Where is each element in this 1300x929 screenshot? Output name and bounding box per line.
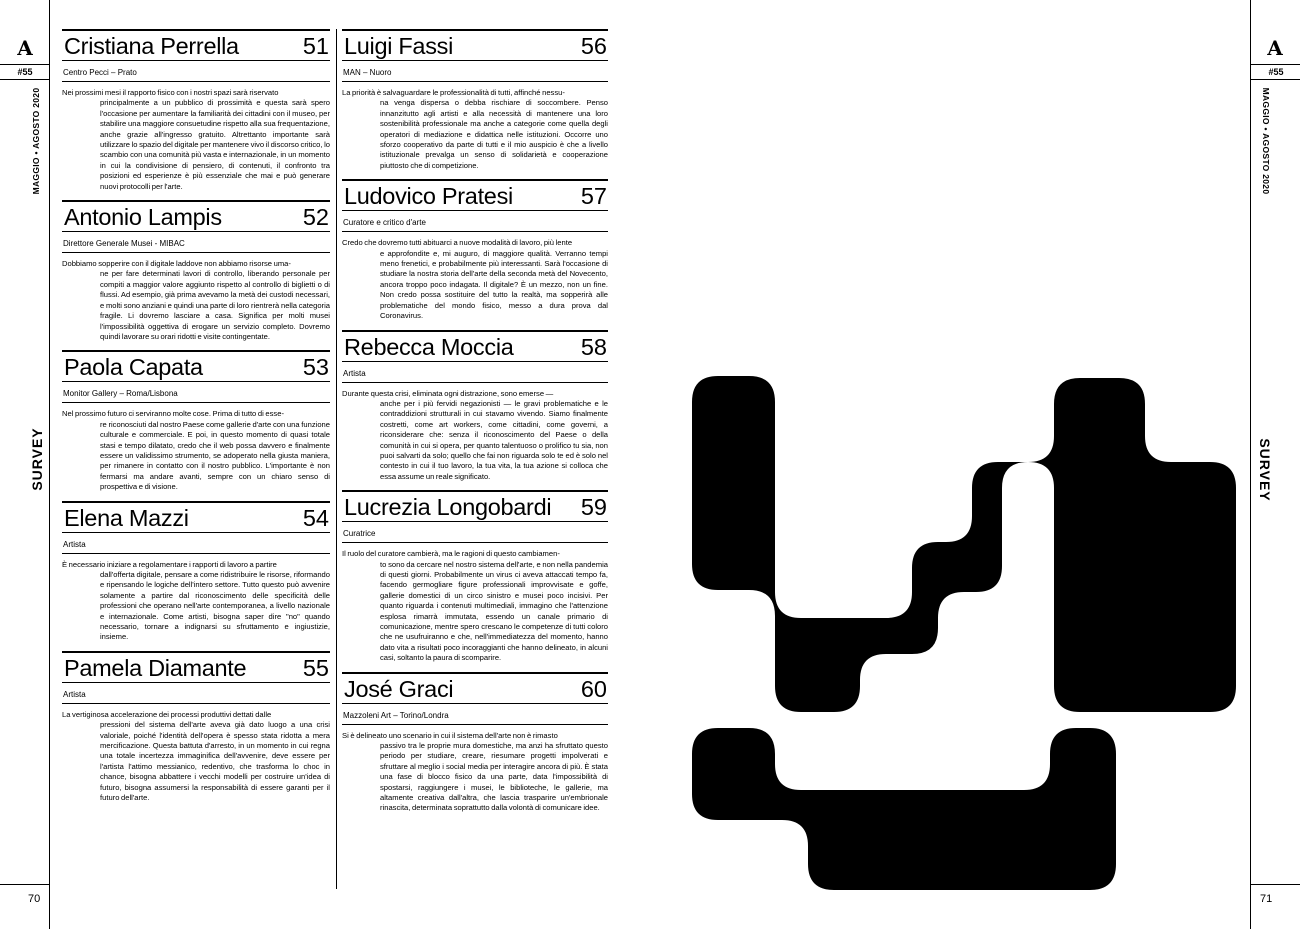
glyph-shape	[692, 376, 1236, 712]
entry-body-first-line: Dobbiamo sopperire con il digitale laddove non abbiamo risorse uma-	[62, 259, 291, 269]
entry-header	[62, 200, 330, 232]
entry-body	[62, 704, 330, 812]
entry-body-text: pressioni del sistema dell'arte aveva già dato luogo a una crisi valoriale, poiché l'identità dell'opera è spesso stata ridotta a mera mercificazione. Questa battuta d'arresto, in un momento in cui regna una totale incertezza immaginifica dell'avvenire, deve essere per l'artista l'attimo messianico, redentivo, che trasforma lo choc in chance, bisogna abbattere i vecchi modelli per costruire un'idea di futuro, bisogna assumersi la responsabilità di essere garanti per il futuro dell'arte.	[100, 720, 330, 803]
entry-body-first-line: Credo che dovremo tutti abituarci a nuove modalità di lavoro, più lente	[342, 238, 573, 248]
left-margin-divider	[0, 64, 49, 65]
entry-header	[342, 330, 608, 362]
column-divider	[336, 29, 337, 889]
entry-body	[62, 554, 330, 651]
survey-entry	[342, 29, 608, 179]
entry-author-name: Cristiana Perrella	[64, 33, 239, 59]
issue-period: MAGGIO • AGOSTO 2020	[31, 87, 41, 195]
survey-entry	[62, 350, 330, 500]
section-label: SURVEY	[29, 427, 45, 491]
entry-number: 56	[580, 33, 607, 59]
entry-body-first-line: Nel prossimo futuro ci serviranno molte cose. Prima di tutto di esse-	[62, 409, 284, 419]
entry-header	[62, 29, 330, 61]
entry-body	[342, 232, 608, 329]
page-number-right: 71	[1260, 893, 1273, 905]
entry-author-name: José Graci	[344, 675, 454, 702]
entry-body-first-line: Nei prossimi mesi il rapporto fisico con i nostri spazi sarà riservato	[62, 88, 279, 97]
entry-affiliation: Monitor Gallery – Roma/Lisbona	[62, 382, 330, 403]
entry-header	[342, 179, 608, 211]
survey-entry	[342, 490, 608, 671]
entry-author-name: Antonio Lampis	[64, 204, 222, 231]
entry-body	[342, 543, 608, 671]
glyph-shape	[692, 728, 1116, 890]
entry-header	[62, 350, 330, 382]
entry-body-first-line: La vertiginosa accelerazione dei processi produttivi dettati dalle	[62, 709, 272, 719]
entry-body-text: re riconosciuti dal nostro Paese come gallerie d'arte con una funzione culturale e commerciale. E poi, in questo momento di quasi totale stasi e tempo dilatato, credo che il web possa davvero e finalmente essere un validissimo strumento, se adoperato nella giusta maniera, per rimanere in contatto con il nostro pubblico. L'importante è non fermarsi ma andare avanti, sempre con un chiaro senso di prospettiva e di visione.	[100, 419, 330, 492]
entry-body	[62, 253, 330, 350]
entry-body	[62, 403, 330, 500]
survey-entry	[62, 200, 330, 350]
entry-affiliation: Artista	[342, 362, 608, 383]
entry-affiliation: Curatore e critico d'arte	[342, 211, 608, 232]
entry-number: 53	[302, 354, 329, 381]
entry-affiliation: Artista	[62, 683, 330, 704]
left-margin-divider	[0, 79, 49, 80]
entry-header	[342, 29, 608, 61]
right-margin-rule	[1250, 0, 1251, 929]
section-label: SURVEY	[1257, 438, 1273, 502]
entry-body-text: passivo tra le proprie mura domestiche, ma anzi ha sfruttato questo periodo per studiare, creare, riesumare progetti impolverati e sfruttare al meglio i social media per interagire ancora di più. È stata una fase di blocco fisico da una parte, data l'impossibilità di spostarsi, raggiungere i musei, le biblioteche, le gallerie, ma altamente creativa dall'altra, che lascia trasparire un'embrionale rinascita, determinata soprattutto dalla volontà di comunicare idee.	[380, 741, 608, 813]
entry-header	[342, 490, 608, 522]
entry-number: 54	[302, 504, 329, 531]
entry-number: 55	[302, 654, 329, 681]
right-margin-divider	[1251, 64, 1300, 65]
left-margin-rule	[49, 0, 50, 929]
entry-body-text: dall'offerta digitale, pensare a come ridistribuire le risorse, riformando e ripensando le logiche dell'intero settore. Tutto questo può avvenire solamente a partire dal riconoscimento delle specificità delle professioni che operano nell'arte contemporanea, a livello nazionale e internazionale. Come artisti, bisogna saper dire "no" quando necessario, tornare a indignarsi su sfruttamento e ingiustizie, insieme.	[100, 569, 330, 642]
entry-author-name: Rebecca Moccia	[344, 333, 514, 360]
entry-author-name: Luigi Fassi	[344, 33, 454, 59]
entry-author-name: Pamela Diamante	[64, 654, 247, 681]
entry-affiliation: MAN – Nuoro	[342, 61, 608, 82]
entry-body-text: na venga dispersa o debba rischiare di soccombere. Penso innanzitutto agli artisti e alla necessità di mantenere una loro sostenibilità professionale ma anche a categorie come quella degli operatori di mediazione e didattica nelle istituzioni. Occorre uno sforzo cooperativo da parte di tutti e il mio auspicio è che a livello istituzionale prevalga un senso di solidarietà e cooperazione piuttosto che di competizione.	[380, 98, 608, 170]
entry-affiliation: Centro Pecci – Prato	[62, 61, 330, 82]
right-margin-divider	[1251, 79, 1300, 80]
column-right	[342, 29, 608, 822]
issue-number: #55	[17, 67, 33, 77]
entry-body-first-line: Si è delineato uno scenario in cui il sistema dell'arte non è rimasto	[342, 730, 558, 740]
abstract-pixel-glyph-icon	[692, 376, 1240, 890]
entry-header	[62, 651, 330, 683]
survey-entry	[342, 330, 608, 491]
left-footer-rule	[0, 884, 49, 885]
entry-number: 59	[580, 494, 607, 521]
survey-entry	[62, 29, 330, 200]
issue-number: #55	[1268, 67, 1284, 77]
survey-entry	[62, 651, 330, 812]
page-number-left: 70	[28, 893, 41, 905]
entry-header	[62, 501, 330, 533]
entry-author-name: Paola Capata	[64, 354, 203, 381]
entry-author-name: Ludovico Pratesi	[344, 183, 513, 210]
entry-number: 51	[302, 33, 329, 59]
issue-period: MAGGIO • AGOSTO 2020	[1261, 87, 1271, 195]
survey-entry	[342, 179, 608, 329]
right-footer-rule	[1251, 884, 1300, 885]
entry-body-first-line: Il ruolo del curatore cambierà, ma le ragioni di questo cambiamen-	[342, 549, 560, 559]
entry-number: 57	[580, 183, 607, 210]
entry-affiliation: Mazzoleni Art – Torino/Londra	[342, 704, 608, 725]
entry-body-text: to sono da cercare nel nostro sistema dell'arte, e non nella pandemia di questi giorni. Probabilmente un virus ci aveva attaccati tempo fa, facendo germogliare figure professionali improvvisate e goffe, gallerie domestici di un circo sinistro e musei poco incisivi. Per quanto riguarda i contenuti multimediali, immagino che l'attenzione esplosa rimarrà immutata, essendo un canale primario di comunicazione, mentre spero crescano le competenze di tutti coloro che ne usufruiranno e che, nell'immediatezza del momento, hanno dato vita a risultati poco incoraggianti che hanno delineato, in alcuni casi, soltanto la paura di scomparire.	[380, 559, 608, 663]
entry-body-first-line: Durante questa crisi, eliminata ogni distrazione, sono emerse —	[342, 388, 554, 398]
survey-entry	[342, 672, 608, 822]
entry-body	[342, 82, 608, 179]
entry-body	[62, 82, 330, 200]
entry-number: 58	[580, 333, 607, 360]
column-left	[62, 29, 330, 811]
entry-body-text: ne per fare determinati lavori di controllo, liberando personale per compiti a maggior valore aggiunto rispetto al controllo di biglietti o di flussi. Ad esempio, già prima avevamo la metà dei custodi necessari, e molti sono anziani e quindi una parte di loro rientrerà nella categoria fragile. Li dovremo lasciare a casa. Significa per molti musei l'impossibilità oggettiva di erogare un servizio completo. Dovremo quindi lavorare su orari ridotti e visite contingentate.	[100, 269, 330, 341]
magazine-logo-icon: A	[1267, 36, 1283, 60]
entry-affiliation: Artista	[62, 533, 330, 554]
entry-body	[342, 383, 608, 491]
entry-body-first-line: La priorità è salvaguardare le professionalità di tutti, affinché nessu-	[342, 88, 565, 97]
entry-header	[342, 672, 608, 704]
entry-number: 52	[302, 204, 329, 231]
entry-body-text: e approfondite e, mi auguro, di maggiore qualità. Verranno tempi meno frenetici, e probabilmente più interessanti. Sarà l'occasione di studiare la nostra storia dell'arte della seconda metà del Novecento, ancora troppo poco indagata. Il digitale? È un mezzo, non un fine. Non credo possa sostituire del tutto la realtà, ma sopperirà alle problematiche del mondo fisico, messo a dura prova dal Coronavirus.	[380, 248, 608, 321]
entry-author-name: Lucrezia Longobardi	[344, 494, 552, 521]
magazine-logo-icon: A	[17, 36, 33, 60]
entry-author-name: Elena Mazzi	[64, 504, 189, 531]
entry-body	[342, 725, 608, 822]
entry-body-text: anche per i più fervidi negazionisti — le gravi problematiche e le contraddizioni strutturali in cui stavamo vivendo. Siamo finalmente costretti, come art workers, come cittadini, come governi, a riconsiderare che: senza il riconoscimento del Paese o della comunità in cui si opera, per quanto talentuoso o prolifico tu sia, non puoi salvarti da solo; quello che fai non riguarda solo te ed è solo nel contesto in cui il tuo lavoro, la tua vita, la tua azione si colloca che essa assume un reale significato.	[380, 398, 608, 481]
entry-number: 60	[580, 675, 607, 702]
entry-body-first-line: È necessario iniziare a regolamentare i rapporti di lavoro a partire	[62, 559, 277, 569]
survey-entry	[62, 501, 330, 651]
entry-body-text: principalmente a un pubblico di prossimità e questa sarà spero l'occasione per aumentare la familiarità dei cittadini con il museo, per stabilire una maggiore consuetudine rispetto alla sua frequentazione, anche grazie all'ingresso gratuito. Altrettanto importante sarà utilizzare lo spazio del digitale per mantenere vivo il discorso critico, lo scambio con una comunità più vasta e internazionale, in un momento in cui la condivisione di pensiero, di contenuti, il confronto tra posizioni ed esperienze è più essenziale che mai e può generare nuovi protocolli per l'arte.	[100, 98, 331, 191]
entry-affiliation: Curatrice	[342, 522, 608, 543]
entry-affiliation: Direttore Generale Musei - MIBAC	[62, 232, 330, 253]
